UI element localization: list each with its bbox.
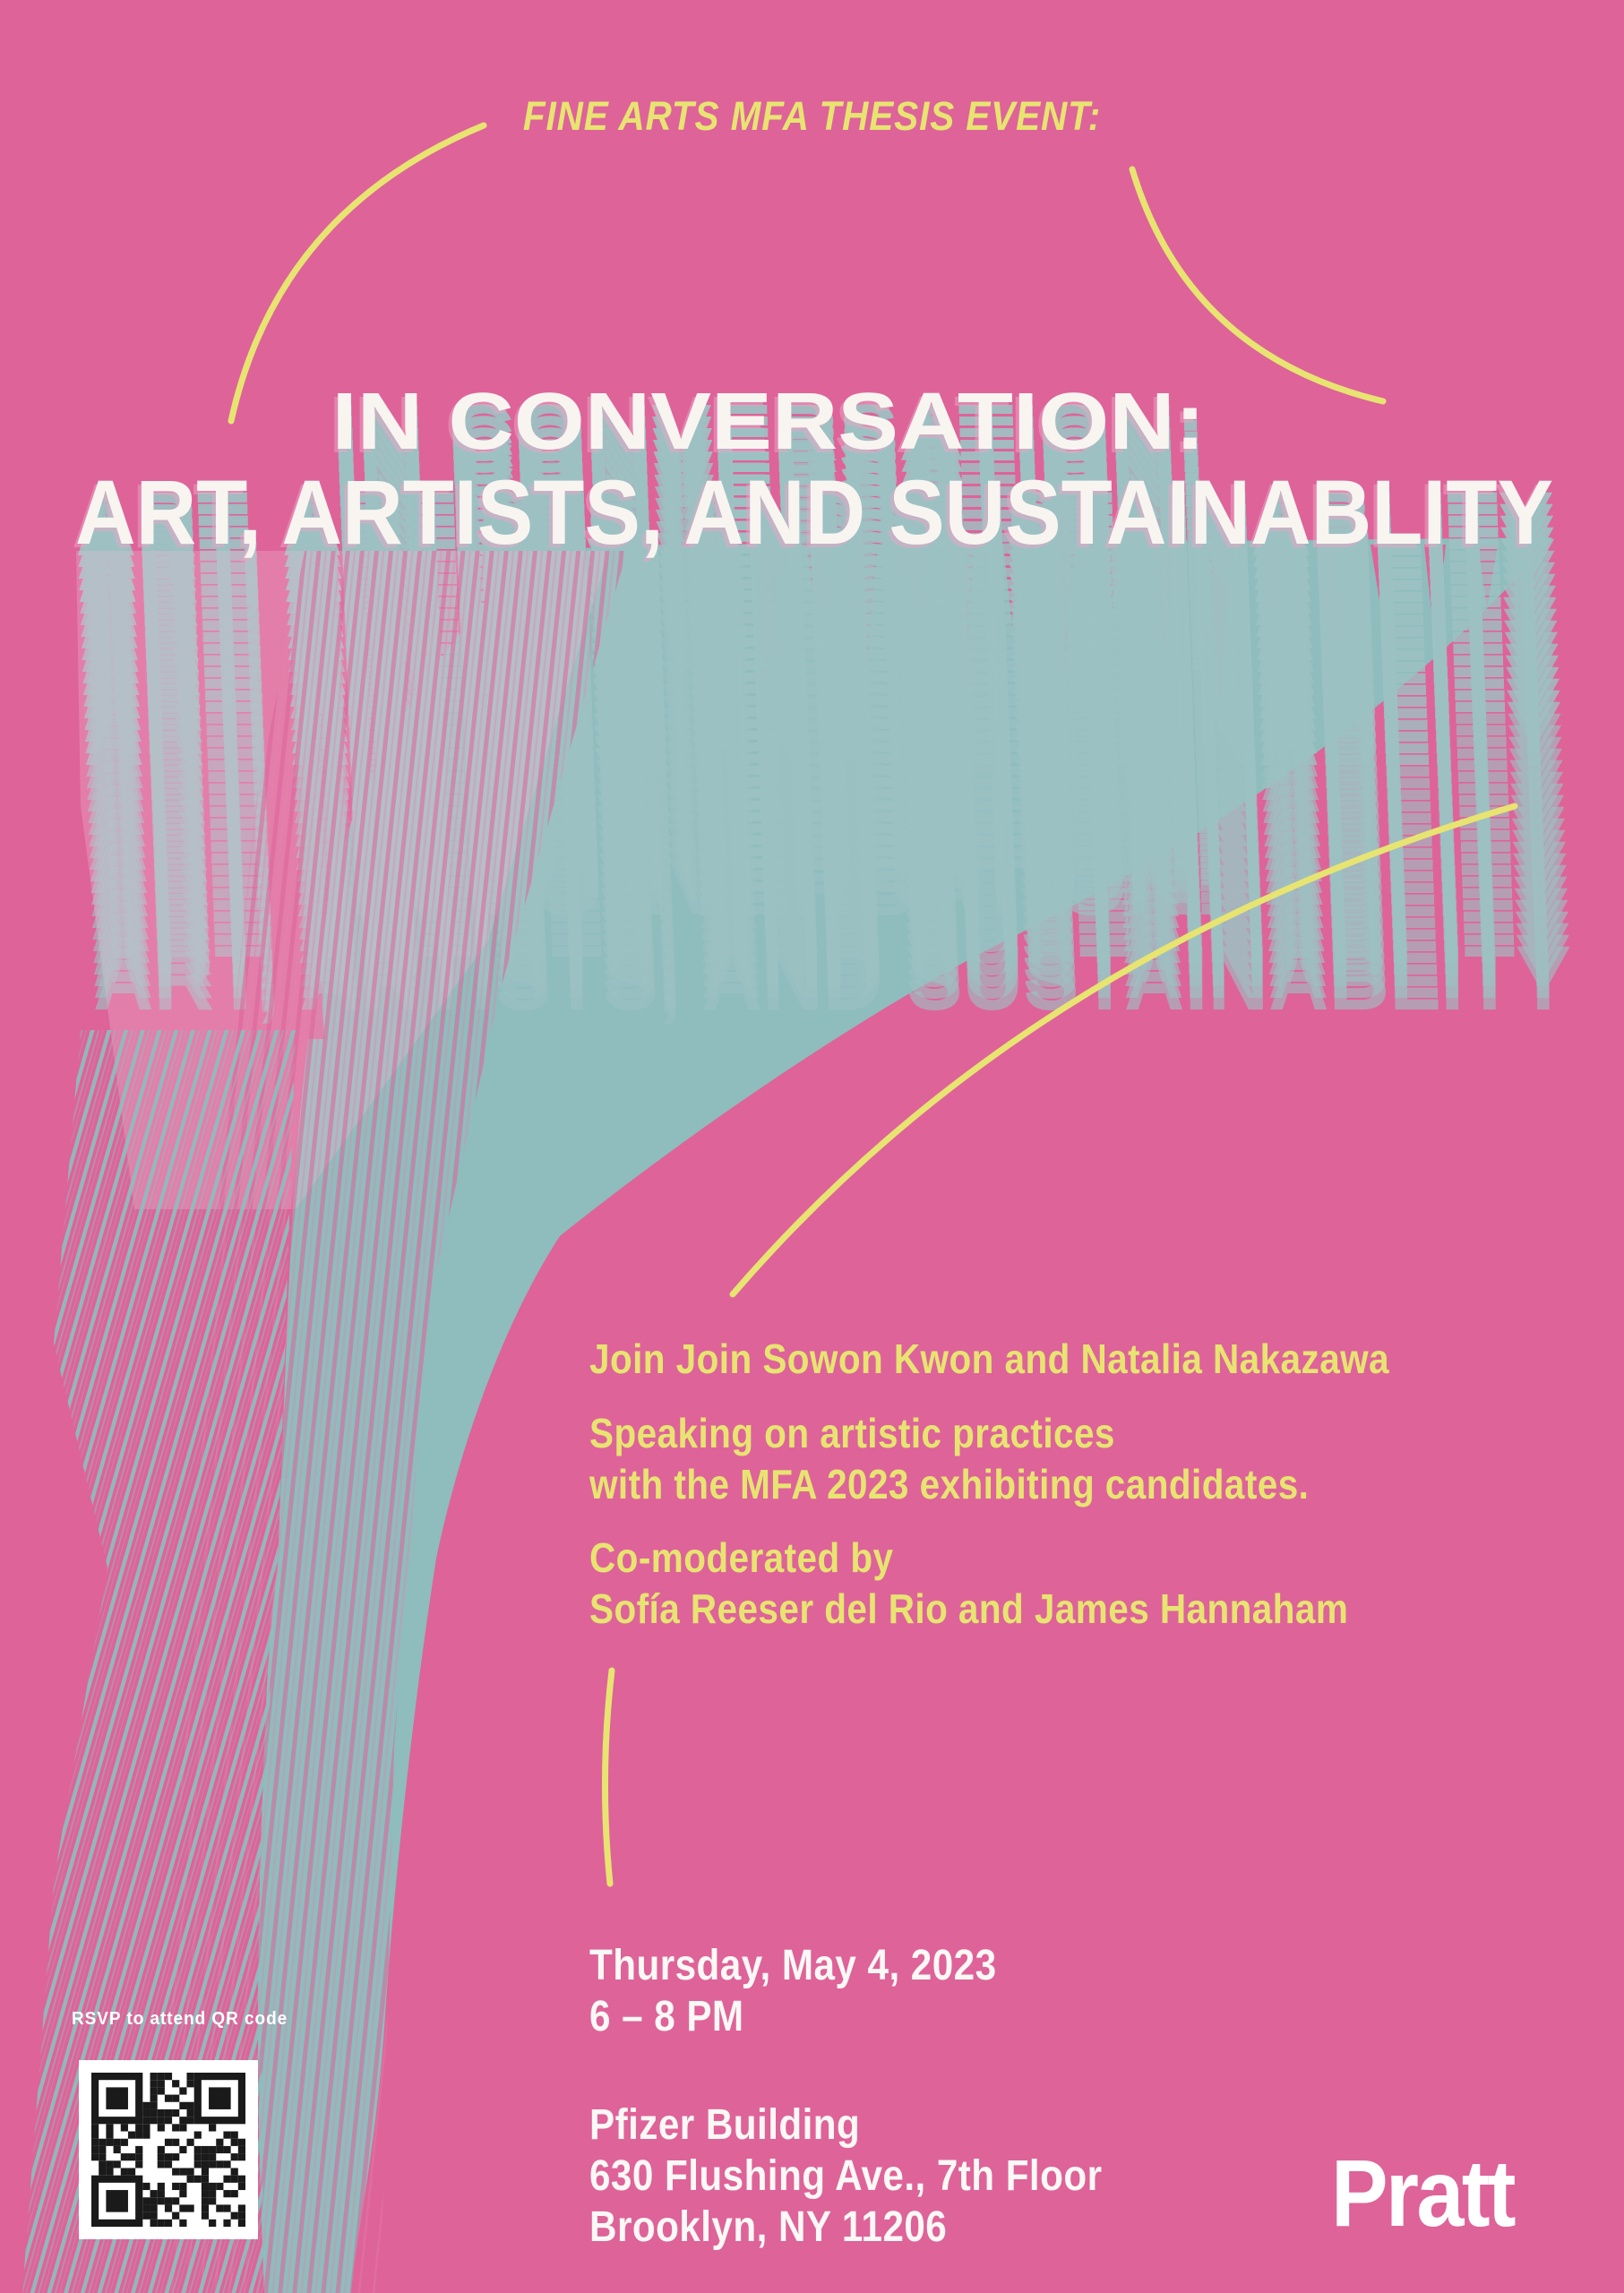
venue-block — [589, 2100, 1102, 2253]
kicker-heading — [0, 93, 1624, 140]
arc-top-right — [1132, 169, 1383, 401]
kicker-text: FINE ARTS MFA THESIS EVENT: — [522, 93, 1102, 139]
moderators-line-2: Sofía Reeser del Rio and James Hannaham — [589, 1585, 1349, 1632]
practice-line-2: with the MFA 2023 exhibiting candidates. — [589, 1461, 1310, 1507]
pratt-logo: Pratt — [1331, 2141, 1514, 2246]
rsvp-label: RSVP to attend QR code — [72, 2009, 288, 2029]
event-date: Thursday, May 4, 2023 — [589, 1942, 997, 1989]
rsvp-qr-panel — [79, 2060, 258, 2239]
event-time: 6 – 8 PM — [589, 1993, 744, 2040]
practice-line-1: Speaking on artistic practices — [589, 1410, 1115, 1456]
moderators-line-1: Co-moderated by — [589, 1534, 894, 1581]
title-text — [75, 377, 1553, 563]
line-middle-vertical — [605, 1670, 612, 1884]
speakers-intro-line: Join Join Sowon Kwon and Natalia Nakazawa — [589, 1335, 1390, 1382]
speakers-practice — [589, 1408, 1309, 1510]
speakers-moderators — [589, 1533, 1348, 1635]
speakers-intro — [589, 1334, 1389, 1385]
event-datetime — [589, 1940, 997, 2042]
venue-address: 630 Flushing Ave., 7th Floor — [589, 2152, 1103, 2200]
venue-city: Brooklyn, NY 11206 — [589, 2203, 948, 2251]
qr-code — [91, 2073, 245, 2227]
venue-building: Pfizer Building — [589, 2101, 861, 2149]
